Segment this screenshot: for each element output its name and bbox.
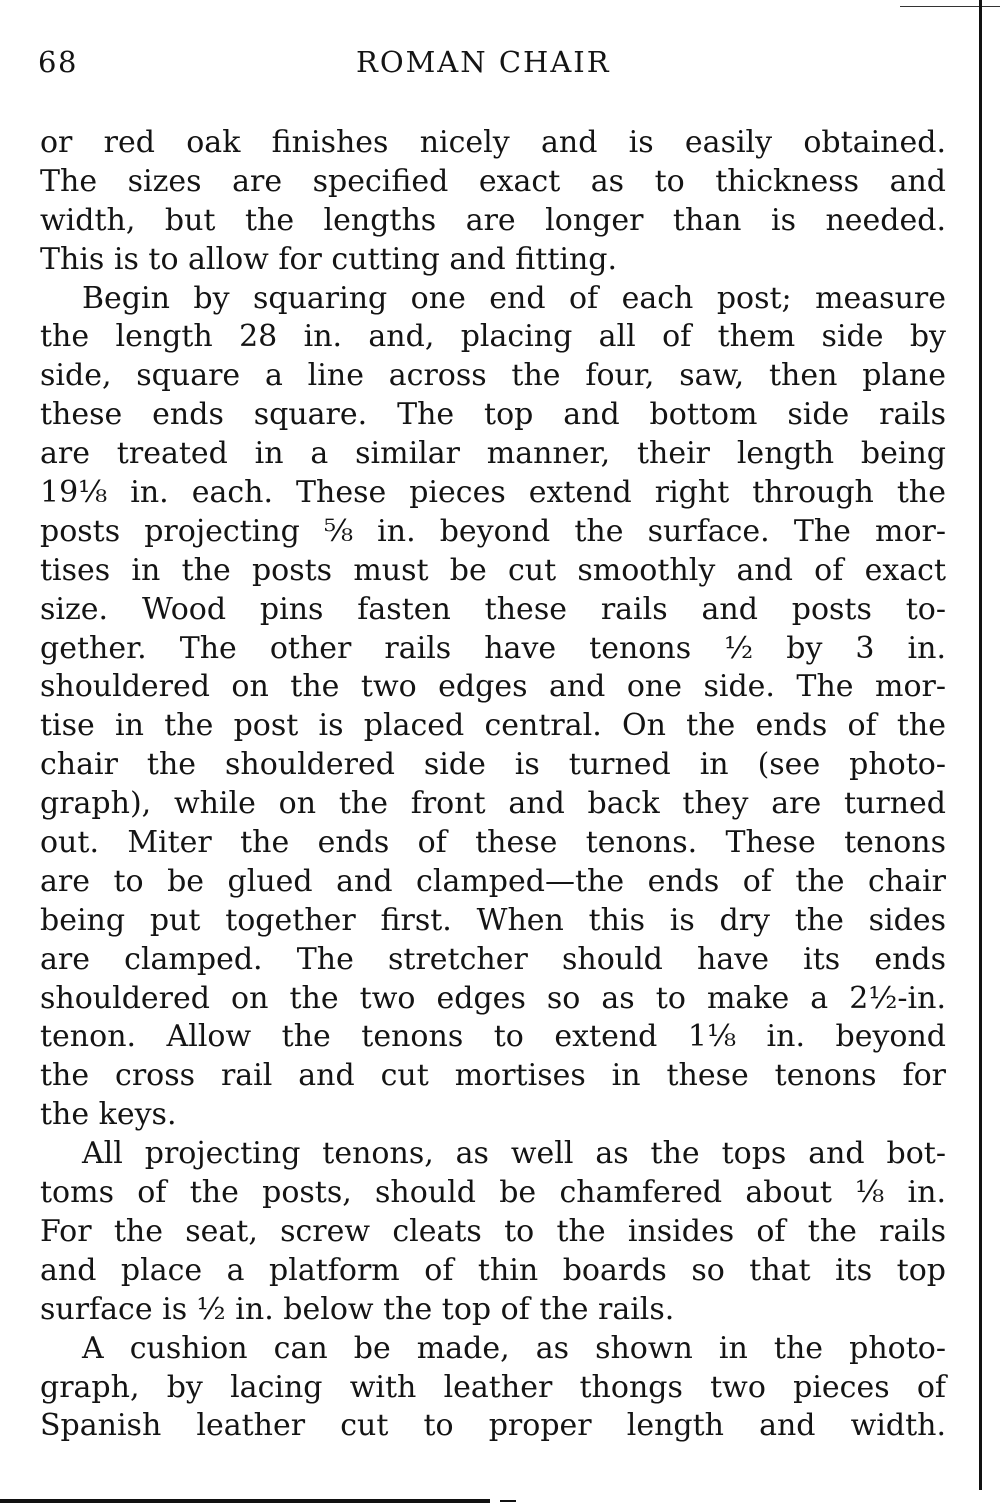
text-line: posts projecting ⅝ in. beyond the surface. The mor- bbox=[40, 513, 946, 549]
text-line: A cushion can be made, as shown in the photo- bbox=[82, 1330, 946, 1366]
text-line: For the seat, screw cleats to the insides of the rails bbox=[40, 1213, 946, 1249]
text-line: gether. The other rails have tenons ½ by 3 in. bbox=[40, 630, 946, 666]
text-line: size. Wood pins fasten these rails and posts to- bbox=[40, 591, 946, 627]
text-line: the keys. bbox=[40, 1097, 177, 1133]
text-line: tenon. Allow the tenons to extend 1⅛ in. beyond bbox=[40, 1019, 946, 1055]
text-line: are clamped. The stretcher should have its ends bbox=[40, 941, 946, 977]
text-line: the cross rail and cut mortises in these tenons for bbox=[40, 1058, 946, 1094]
text-line: shouldered on the two edges so as to make a 2½-in. bbox=[40, 980, 946, 1016]
page-number: 68 bbox=[38, 45, 78, 79]
text-line: chair the shouldered side is turned in (see photo- bbox=[40, 747, 946, 783]
text-line: tises in the posts must be cut smoothly and of exact bbox=[40, 552, 946, 588]
right-edge-rule bbox=[979, 0, 982, 1490]
text-line: graph, by lacing with leather thongs two pieces of bbox=[40, 1369, 946, 1405]
text-line: and place a platform of thin boards so that its top bbox=[40, 1252, 946, 1288]
text-line: shouldered on the two edges and one side. The mor- bbox=[40, 669, 946, 705]
text-line: All projecting tenons, as well as the tops and bot- bbox=[82, 1136, 946, 1172]
text-line: side, square a line across the four, saw, then plane bbox=[40, 358, 946, 394]
body-text bbox=[40, 124, 946, 1446]
bottom-edge-rule bbox=[0, 1499, 490, 1503]
text-line: the length 28 in. and, placing all of them side by bbox=[40, 319, 946, 355]
top-edge-rule bbox=[900, 6, 1000, 7]
text-line: toms of the posts, should be chamfered about ⅛ in. bbox=[40, 1175, 946, 1211]
text-line: This is to allow for cutting and fitting. bbox=[40, 241, 618, 277]
text-line: these ends square. The top and bottom side rails bbox=[40, 397, 946, 433]
text-line: surface is ½ in. below the top of the rails. bbox=[40, 1291, 675, 1327]
text-line: width, but the lengths are longer than is needed. bbox=[40, 202, 946, 238]
text-line: being put together first. When this is dry the sides bbox=[40, 902, 946, 938]
text-line: are treated in a similar manner, their length being bbox=[40, 436, 946, 472]
text-line: or red oak finishes nicely and is easily obtained. bbox=[40, 125, 946, 160]
text-line: out. Miter the ends of these tenons. These tenons bbox=[40, 825, 946, 861]
running-head bbox=[38, 40, 948, 84]
text-line: The sizes are specified exact as to thickness and bbox=[40, 163, 946, 199]
bottom-edge-dash bbox=[500, 1500, 516, 1502]
text-line: graph), while on the front and back they are turned bbox=[40, 786, 946, 822]
text-line: 19⅛ in. each. These pieces extend right through the bbox=[40, 475, 946, 511]
running-title: ROMAN CHAIR bbox=[356, 45, 611, 79]
text-line: tise in the post is placed central. On the ends of the bbox=[40, 708, 946, 744]
text-line: Spanish leather cut to proper length and width. bbox=[40, 1408, 946, 1444]
text-line: are to be glued and clamped—the ends of the chair bbox=[40, 863, 946, 899]
text-line: Begin by squaring one end of each post; measure bbox=[82, 280, 946, 316]
